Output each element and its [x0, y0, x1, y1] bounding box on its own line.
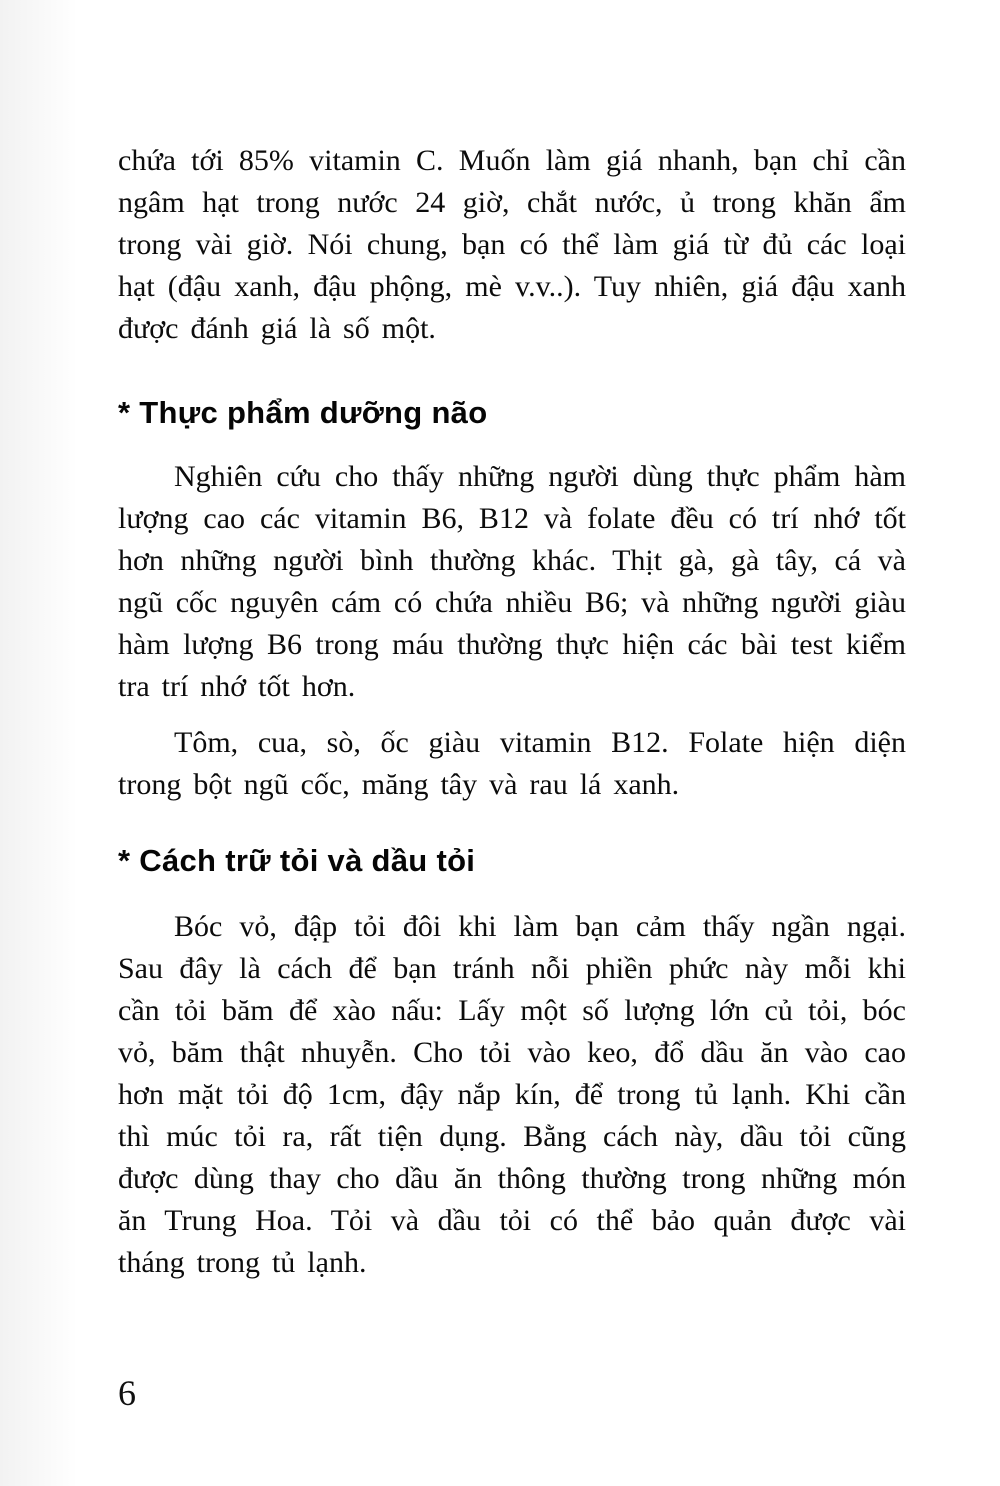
page-content — [118, 140, 906, 1284]
body-paragraph-sprouts: chứa tới 85% vitamin C. Muốn làm giá nhanh, bạn chỉ cần ngâm hạt trong nước 24 giờ, chắt nước, ủ trong khăn ẩm trong vài giờ. Nói chung, bạn có thể làm giá từ đủ các loại hạt (đậu xanh, đậu phộng, mè v.v..). Tuy nhiên, giá đậu xanh được đánh giá là số một. — [118, 144, 906, 345]
page-number: 6 — [118, 1373, 136, 1413]
section-heading-garlic-storage: * Cách trữ tỏi và dầu tỏi — [118, 843, 476, 878]
scan-edge-shadow — [0, 0, 78, 1486]
section-heading-brain-food: * Thực phẩm dưỡng não — [118, 395, 488, 430]
body-paragraph-garlic-oil: Bóc vỏ, đập tỏi đôi khi làm bạn cảm thấy ngần ngại. Sau đây là cách để bạn tránh nỗi phiền phức này mỗi khi cần tỏi băm để xào nấu: Lấy một số lượng lớn củ tỏi, bóc vỏ, băm thật nhuyễn. Cho tỏi vào keo, đổ dầu ăn vào cao hơn mặt tỏi độ 1cm, đậy nắp kín, để trong tủ lạnh. Khi cần thì múc tỏi ra, rất tiện dụng. Bằng cách này, dầu tỏi cũng được dùng thay cho dầu ăn thông thường trong những món ăn Trung Hoa. Tỏi và dầu tỏi có thể bảo quản được vài tháng trong tủ lạnh. — [118, 910, 906, 1279]
body-paragraph-b12-folate: Tôm, cua, sò, ốc giàu vitamin B12. Folate hiện diện trong bột ngũ cốc, măng tây và rau lá xanh. — [118, 726, 906, 801]
body-paragraph-b6-memory: Nghiên cứu cho thấy những người dùng thực phẩm hàm lượng cao các vitamin B6, B12 và folate đều có trí nhớ tốt hơn những người bình thường khác. Thịt gà, gà tây, cá và ngũ cốc nguyên cám có chứa nhiều B6; và những người giàu hàm lượng B6 trong máu thường thực hiện các bài test kiểm tra trí nhớ tốt hơn. — [118, 460, 906, 703]
